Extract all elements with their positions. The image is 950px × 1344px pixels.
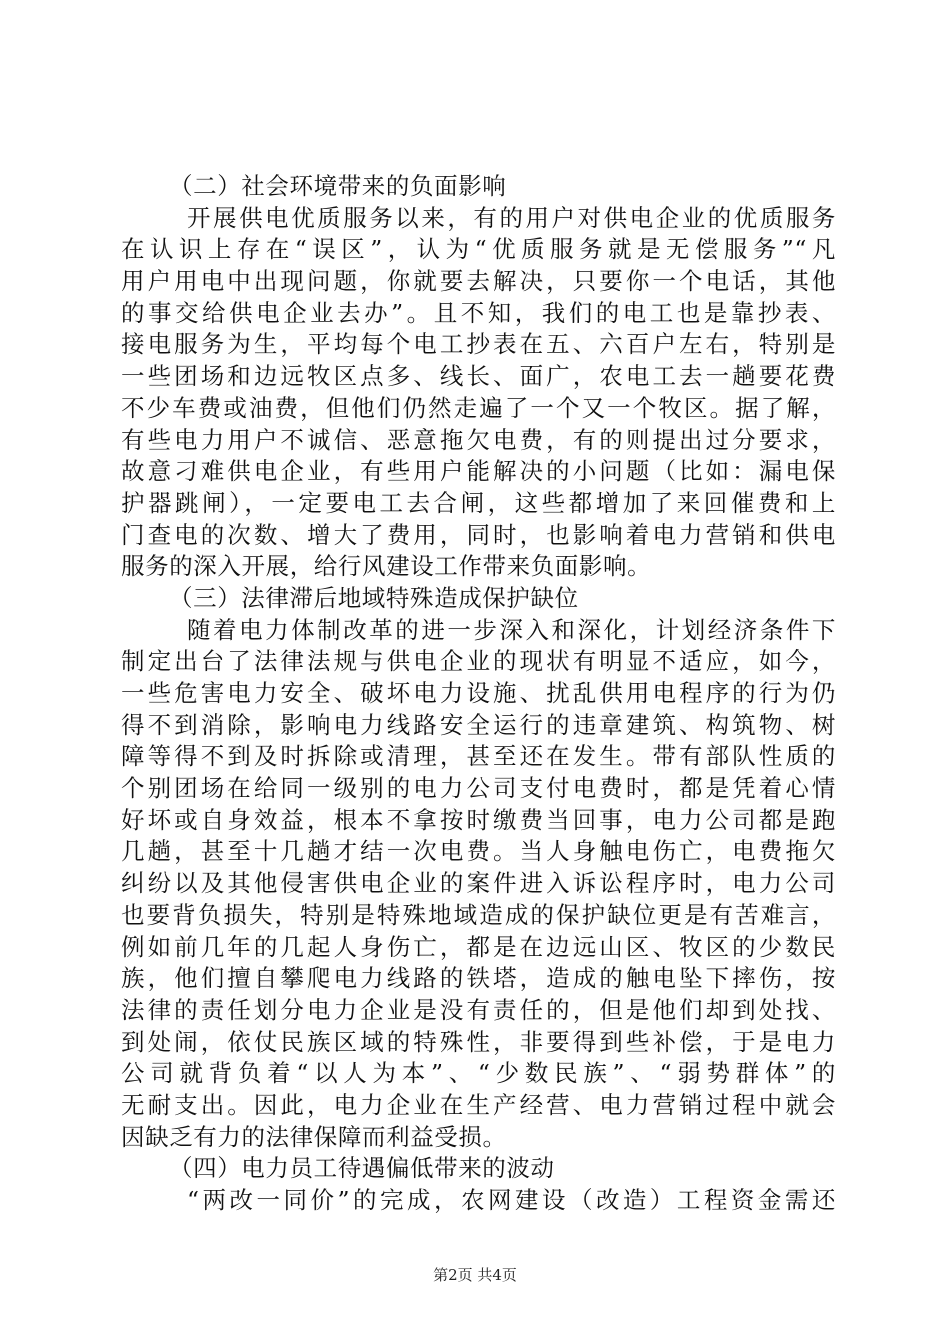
- text-line: 随着电力体制改革的进一步深入和深化，计划经济条件下: [187, 615, 836, 644]
- text-line: 不少车费或油费，但他们仍然走遍了一个又一个牧区。据了解，: [121, 393, 836, 422]
- text-line: 门查电的次数、增大了费用，同时，也影响着电力营销和供电: [121, 520, 836, 549]
- text-line: 例如前几年的几起人身伤亡，都是在边远山区、牧区的少数民: [121, 932, 836, 961]
- text-line: 接电服务为生，平均每个电工抄表在五、六百户左右，特别是: [121, 330, 836, 359]
- text-line: 无耐支出。因此，电力企业在生产经营、电力营销过程中就会: [121, 1090, 836, 1119]
- text-line: 因缺乏有力的法律保障而利益受损。: [121, 1122, 507, 1151]
- text-line: 族，他们擅自攀爬电力线路的铁塔，造成的触电坠下摔伤，按: [121, 964, 836, 993]
- section-heading-3: （三）法律滞后地域特殊造成保护缺位: [169, 583, 579, 612]
- text-line: 开展供电优质服务以来，有的用户对供电企业的优质服务: [187, 203, 836, 232]
- text-line: 一些危害电力安全、破坏电力设施、扰乱供用电程序的行为仍: [121, 679, 836, 707]
- text-line: 到处闹，依仗民族区域的特殊性，非要得到些补偿，于是电力: [121, 1027, 836, 1056]
- text-line: 法律的责任划分电力企业是没有责任的，但是他们却到处找、: [121, 995, 836, 1024]
- text-line: 一些团场和边远牧区点多、线长、面广，农电工去一趟要花费: [121, 362, 836, 391]
- text-line: 也要背负损失，特别是特殊地域造成的保护缺位更是有苦难言，: [121, 900, 836, 929]
- section-heading-2: （二）社会环境带来的负面影响: [169, 172, 507, 200]
- text-line: 的事交给供电企业去办”。且不知，我们的电工也是靠抄表、: [121, 298, 836, 327]
- text-line: 在认识上存在“误区”，认为“优质服务就是无偿服务”“凡: [121, 235, 836, 264]
- text-line: 用户用电中出现问题，你就要去解决，只要你一个电话，其他: [121, 267, 836, 296]
- body-text: [121, 171, 836, 1217]
- page-footer: 第2页 共4页: [433, 1266, 517, 1284]
- text-line: 得不到消除，影响电力线路安全运行的违章建筑、构筑物、树: [121, 710, 836, 739]
- text-line: 制定出台了法律法规与供电企业的现状有明显不适应，如今，: [121, 647, 836, 676]
- text-line: “两改一同价”的完成，农网建设（改造）工程资金需还: [187, 1186, 836, 1214]
- text-line: 公司就背负着“以人为本”、“少数民族”、“弱势群体”的: [121, 1059, 836, 1088]
- text-line: 纠纷以及其他侵害供电企业的案件进入诉讼程序时，电力公司: [121, 869, 836, 898]
- text-line: 服务的深入开展，给行风建设工作带来负面影响。: [121, 552, 652, 581]
- text-line: 护器跳闸），一定要电工去合闸，这些都增加了来回催费和上: [121, 488, 836, 517]
- text-line: 有些电力用户不诚信、恶意拖欠电费，有的则提出过分要求，: [121, 425, 836, 454]
- text-line: 个别团场在给同一级别的电力公司支付电费时，都是凭着心情: [121, 774, 836, 803]
- text-line: 好坏或自身效益，根本不拿按时缴费当回事，电力公司都是跑: [121, 805, 836, 834]
- text-line: 几趟，甚至十几趟才结一次电费。当人身触电伤亡，电费拖欠: [121, 837, 836, 866]
- text-line: 障等得不到及时拆除或清理，甚至还在发生。带有部队性质的: [121, 742, 836, 771]
- section-heading-4: （四）电力员工待遇偏低带来的波动: [169, 1154, 555, 1183]
- text-line: 故意刁难供电企业，有些用户能解决的小问题（比如：漏电保: [121, 457, 836, 486]
